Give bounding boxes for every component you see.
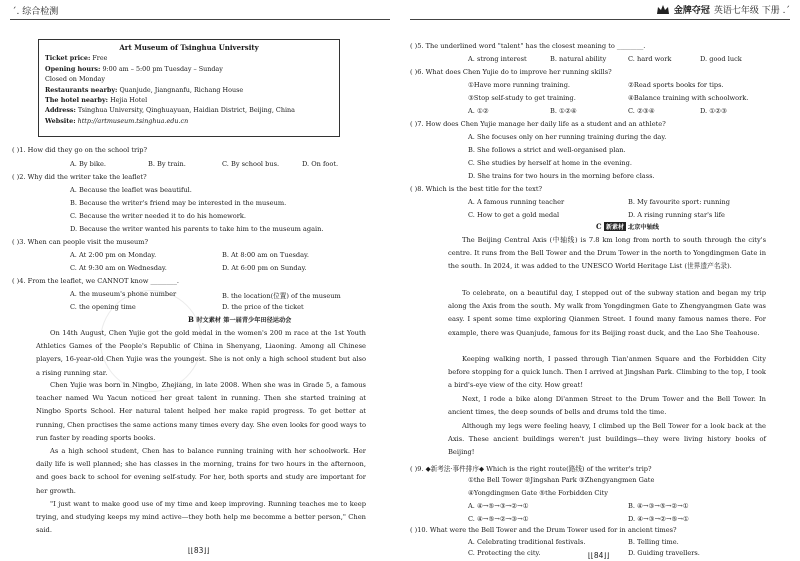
- option: A. ④→⑤→③→②→①: [468, 502, 529, 510]
- option: A. strong interest: [468, 55, 527, 63]
- page-number: ⌊⌊84⌋⌋: [588, 551, 610, 560]
- option: D. She trains for two hours in the morning before class.: [468, 172, 655, 180]
- brand-header: 金牌夺冠 英语七年级 下册 .´: [656, 3, 790, 16]
- option: ④Balance training with schoolwork.: [628, 94, 749, 102]
- passage-paragraph: As a high school student, Chen has to balance running training with her schoolwork. Her daily life is well planned; she has classes in the morning, trains for two hours in the afternoon, and goes back to school for evening self-study. For her, both sports and study are important for her growth.: [36, 447, 366, 495]
- leaflet-row: Closed on Monday: [45, 75, 105, 84]
- leaflet-row: Ticket price: Free: [45, 54, 108, 63]
- option: D. ①②③: [700, 107, 727, 115]
- passage-paragraph: Keeping walking north, I passed through Tian'anmen Square and the Forbidden City before stopping for a quick lunch. Then I arrived at Jingshan Park. Climbing to the top, I took a bird's-eye view of the city. How great!: [448, 355, 766, 390]
- crown-icon: [656, 4, 670, 16]
- passage-paragraph: "I just want to make good use of my time and keep improving. Running teaches me to keep trying, and studying keeps my mind active—they both help me becomme a better person," Chen said.: [36, 500, 366, 535]
- passage-paragraph: Next, I rode a bike along Di'anmen Street to the Drum Tower and the Bell Tower. In ancient times, the deep sounds of bells and drums told the time.: [448, 395, 766, 417]
- question-stem: ( )1. How did they go on the school trip?: [12, 146, 147, 154]
- option: B. Telling time.: [628, 538, 679, 546]
- option: A. She focuses only on her running training during the day.: [468, 133, 667, 141]
- route-list: ①the Bell Tower ②Jingshan Park ③Zhengyangmen Gate: [468, 476, 655, 484]
- section-c-heading: C 新素材 北京中轴线: [596, 222, 659, 231]
- option: B. By train.: [148, 160, 186, 168]
- option: D. ④→③→②→⑤→①: [628, 515, 689, 523]
- option: C. ②③④: [628, 107, 655, 115]
- option: D. good luck: [700, 55, 742, 63]
- question-stem: ( )5. The underlined word "talent" has the closest meaning to ________.: [410, 42, 646, 50]
- question-stem: ( )4. From the leaflet, we CANNOT know ________.: [12, 277, 179, 285]
- question-stem: ( )7. How does Chen Yujie manage her daily life as a student and an athlete?: [410, 120, 666, 128]
- option: C. the opening time: [70, 303, 136, 311]
- option: B. At 8:00 am on Tuesday.: [222, 251, 309, 259]
- passage-paragraph: On 14th August, Chen Yujie got the gold medal in the women's 200 m race at the 1st Youth Athletics Games of the People's Republic of China in Shenyang, Liaoning. Among all Chinese players, 16-year-old Chen Yujie was the youngest. She is not only a high school student but also a rising running star.: [36, 329, 366, 377]
- option: B. natural ability: [550, 55, 607, 63]
- option: D. Guiding travellers.: [628, 549, 700, 557]
- option: C. hard work: [628, 55, 672, 63]
- leaflet-row: The hotel nearby: Hejia Hotel: [45, 96, 148, 105]
- question-stem: ( )6. What does Chen Yujie do to improve her running skills?: [410, 68, 612, 76]
- option: ①Have more running training.: [468, 81, 571, 89]
- passage-paragraph: To celebrate, on a beautiful day, I stepped out of the subway station and began my trip along the Axis from the south. My walk from Yongdingmen Gate to Zhengyangmen Gate was easy. I spent some time exploring Qianmen Street. I found many famous names there. For example, there was Quanjude, famous for its Beijing roast duck, and the Lao She Teahouse.: [448, 289, 766, 337]
- option: C. She studies by herself at home in the evening.: [468, 159, 632, 167]
- option: A. Celebrating traditional festivals.: [468, 538, 586, 546]
- passage-paragraph: Chen Yujie was born in Ningbo, Zhejiang, in late 2008. When she was in Grade 5, a famous teacher named Wu Yacun noticed her great talent in running. Then she started training at Ningbo Sports School. Her natural talent helped her make rapid progress. To get better at running, Chen practises the same actions many times every day. She even looks for good ways to run faster by reading sports books.: [36, 381, 366, 442]
- option: C. By school bus.: [222, 160, 280, 168]
- route-list: ④Yongdingmen Gate ⑤the Forbidden City: [468, 489, 608, 497]
- section-label: ´. 综合检测: [12, 7, 59, 17]
- option: B. ①②④: [550, 107, 577, 115]
- question-stem: ( )3. When can people visit the museum?: [12, 238, 149, 246]
- option: B. She follows a strict and well-organised plan.: [468, 146, 626, 154]
- option: A. ①②: [468, 107, 489, 115]
- header-rule: [410, 19, 790, 20]
- page-number: ⌊⌊83⌋⌋: [188, 546, 210, 555]
- option: B. the location(位置) of the museum: [222, 292, 341, 300]
- option: C. ④→⑤→②→③→①: [468, 515, 529, 523]
- option: A. Because the leaflet was beautiful.: [70, 186, 192, 194]
- leaflet-title: Art Museum of Tsinghua University: [119, 43, 259, 52]
- question-stem: ( )10. What were the Bell Tower and the Drum Tower used for in ancient times?: [410, 526, 677, 534]
- passage-paragraph: Although my legs were feeling heavy, I climbed up the Bell Tower for a look back at the Axis. These ancient buildings weren't just buildings—they were living history books of Beijing!: [448, 422, 766, 457]
- option: C. Because the writer needed it to do his homework.: [70, 212, 247, 220]
- option: D. Because the writer wanted his parents to take him to the museum again.: [70, 225, 324, 233]
- leaflet-row: Address: Tsinghua University, Qinghuayuan, Haidian District, Beijing, China: [45, 106, 295, 115]
- option: ③Stop self-study to get training.: [468, 94, 576, 102]
- option: A. By bike.: [70, 160, 106, 168]
- option: ②Read sports books for tips.: [628, 81, 724, 89]
- option: D. At 6:00 pm on Sunday.: [222, 264, 307, 272]
- option: C. How to get a gold medal: [468, 211, 560, 219]
- question-stem: ( )8. Which is the best title for the text?: [410, 185, 543, 193]
- option: A. At 2:00 pm on Monday.: [70, 251, 157, 259]
- option: D. the price of the ticket: [222, 303, 304, 311]
- section-b-heading: B 时文素材 第一届青少年田径运动会: [188, 315, 292, 324]
- leaflet-row: Opening hours: 9:00 am – 5:00 pm Tuesday – Sunday: [45, 64, 223, 73]
- option: B. Because the writer's friend may be interested in the museum.: [70, 199, 287, 207]
- option: B. ④→③→⑤→②→①: [628, 502, 689, 510]
- leaflet-row: Website: http://artmuseum.tsinghua.edu.cn: [45, 116, 189, 125]
- option: D. On foot.: [302, 160, 339, 168]
- option: D. A rising running star's life: [628, 211, 725, 219]
- option: B. My favourite sport: running: [628, 198, 730, 206]
- question-stem: ( )2. Why did the writer take the leaflet?: [12, 173, 147, 181]
- option: A. A famous running teacher: [468, 198, 565, 206]
- option: C. Protecting the city.: [468, 549, 541, 557]
- passage-paragraph: The Beijing Central Axis (中轴线) is 7.8 km long from north to south through the city's centre. It runs from the Bell Tower and the Drum Tower in the north to Yongdingmen Gate in the south. In 2024, it was added to the UNESCO World Heritage List (世界遗产名录).: [448, 236, 766, 271]
- option: A. the museum's phone number: [70, 290, 177, 298]
- option: C. At 9:30 am on Wednesday.: [70, 264, 167, 272]
- question-stem: ( )9. ◆新考法·事件排序◆ Which is the right route(路线) of the writer's trip?: [410, 465, 652, 473]
- leaflet-row: Restaurants nearby: Quanjude, Jiangnanfu, Richang House: [45, 85, 244, 94]
